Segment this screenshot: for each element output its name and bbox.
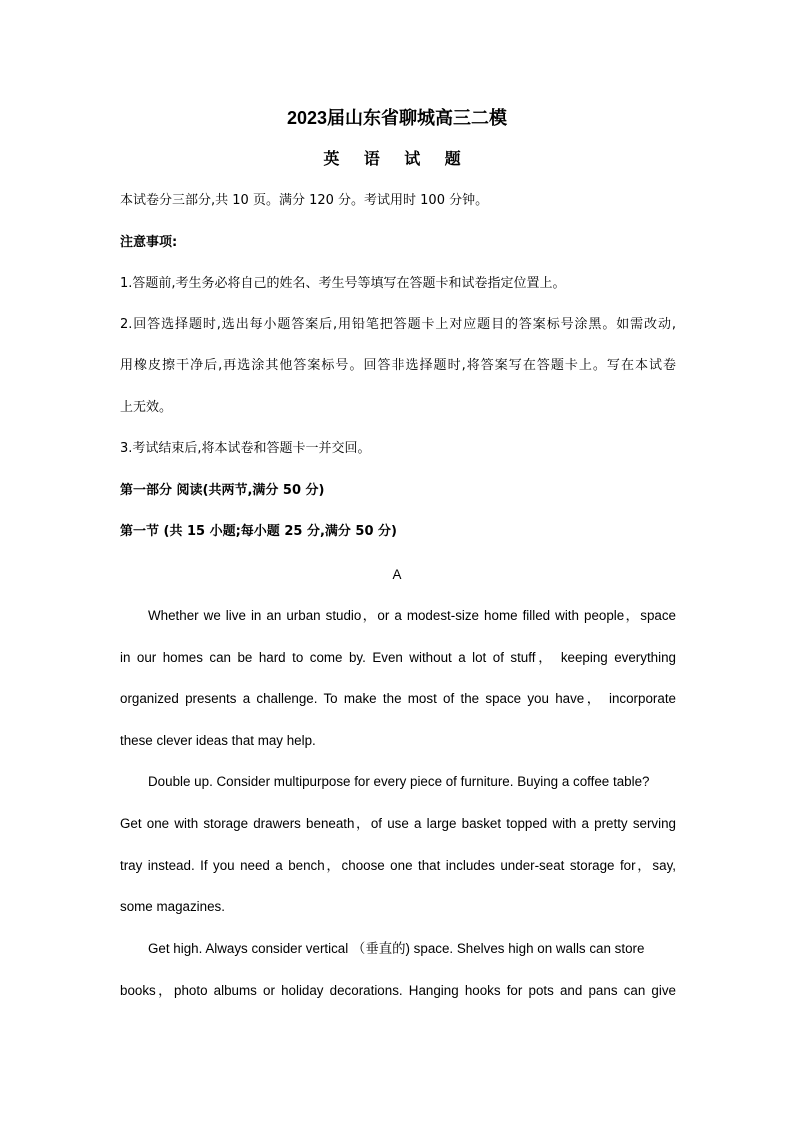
section-1-heading: 第一节 (共 15 小题;每小题 25 分,满分 50 分) (120, 524, 397, 539)
passage-p2-line-2: Get one with storage drawers beneath，of use a large basket topped with a pretty serving (120, 816, 676, 831)
exam-title: 2023届山东省聊城高三二模 (286, 108, 508, 128)
passage-label: A (392, 567, 402, 582)
intro-text: 本试卷分三部分,共 10 页。满分 120 分。考试用时 100 分钟。 (120, 193, 489, 208)
passage-p2-line-1 (148, 773, 676, 791)
notes-item-2-line-1: 2.回答选择题时,选出每小题答案后,用铅笔把答题卡上对应题目的答案标号涂黑。如需改动, (120, 317, 676, 332)
notes-item-3: 3.考试结束后,将本试卷和答题卡一并交回。 (120, 441, 371, 456)
part-1-heading: 第一部分 阅读(共两节,满分 50 分) (120, 483, 325, 498)
passage-p2-heading: Double up (148, 774, 210, 789)
passage-p2-line-3: tray instead. If you need a bench，choose one that includes under-seat storage for，say, (120, 858, 676, 873)
passage-p1-line-3: organized presents a challenge. To make the most of the space you have， incorporate (120, 691, 676, 706)
passage-p3-line-1 (148, 940, 676, 958)
notes-item-2-line-3: 上无效。 (120, 400, 173, 415)
passage-p1-line-2: in our homes can be hard to come by. Even without a lot of stuff， keeping everything (120, 650, 676, 665)
notes-item-1: 1.答题前,考生务必将自己的姓名、考生号等填写在答题卡和试卷指定位置上。 (120, 276, 566, 291)
notes-heading: 注意事项: (120, 235, 178, 250)
passage-p1-line-1: Whether we live in an urban studio，or a modest-size home filled with people，space (148, 608, 676, 623)
exam-subtitle: 英 语 试 题 (323, 151, 471, 168)
passage-p2-text: . Consider multipurpose for every piece of furniture. Buying a coffee table? (209, 774, 650, 789)
passage-p3-line-2: books，photo albums or holiday decorations. Hanging hooks for pots and pans can give (120, 983, 676, 998)
passage-p3-text: . Always consider vertical （垂直的) space. Shelves high on walls can store (198, 941, 645, 956)
passage-p2-line-4: some magazines. (120, 899, 225, 914)
notes-item-2-line-2: 用橡皮擦干净后,再选涂其他答案标号。回答非选择题时,将答案写在答题卡上。写在本试卷 (120, 358, 676, 373)
passage-p3-heading: Get high (148, 941, 199, 956)
passage-p1-line-4: these clever ideas that may help. (120, 733, 316, 748)
